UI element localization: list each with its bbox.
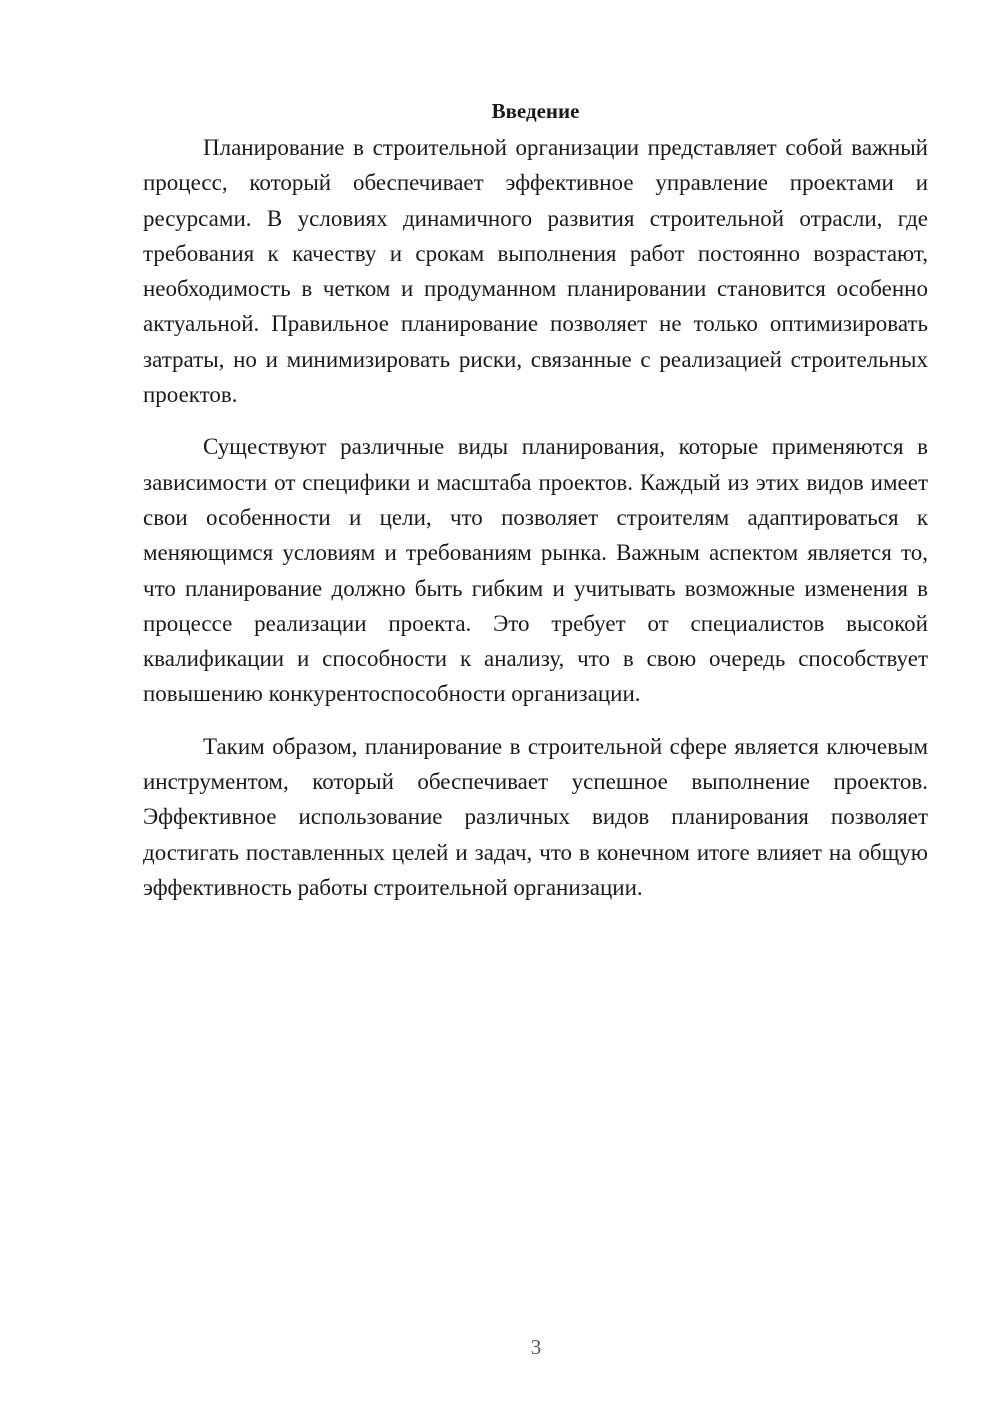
paragraph-2: Существуют различные виды планирования, которые применяются в зависимости от специфики и масштаба проектов. Каждый из этих видов имеет свои особенности и цели, что позволяет строителям адаптироваться к меняющимся условиям и требованиям рынка. Важным аспектом является то, что планирование должно быть гибким и учитывать возможные изменения в процессе реализации проекта. Это требует от специалистов высокой квалификации и способности к анализу, что в свою очередь способствует повышению конкурентоспособности организации. — [143, 434, 928, 707]
section-heading: Введение — [491, 99, 580, 123]
paragraph-1: Планирование в строительной организации представляет собой важный процесс, который обеспечивает эффективное управление проектами и ресурсами. В условиях динамичного развития строительной отрасли, где требования к качеству и срокам выполнения работ постоянно возрастают, необходимость в четком и продуманном планировании становится особенно актуальной. Правильное планирование позволяет не только оптимизировать затраты, но и минимизировать риски, связанные с реализацией строительных проектов. — [143, 135, 928, 408]
page-content — [143, 96, 928, 922]
page-number: 3 — [530, 1335, 542, 1359]
paragraph-3: Таким образом, планирование в строительной сфере является ключевым инструментом, который обеспечивает успешное выполнение проектов. Эффективное использование различных видов планирования позволяет достигать поставленных целей и задач, что в конечном итоге влияет на общую эффективность работы строительной организации. — [143, 733, 928, 900]
